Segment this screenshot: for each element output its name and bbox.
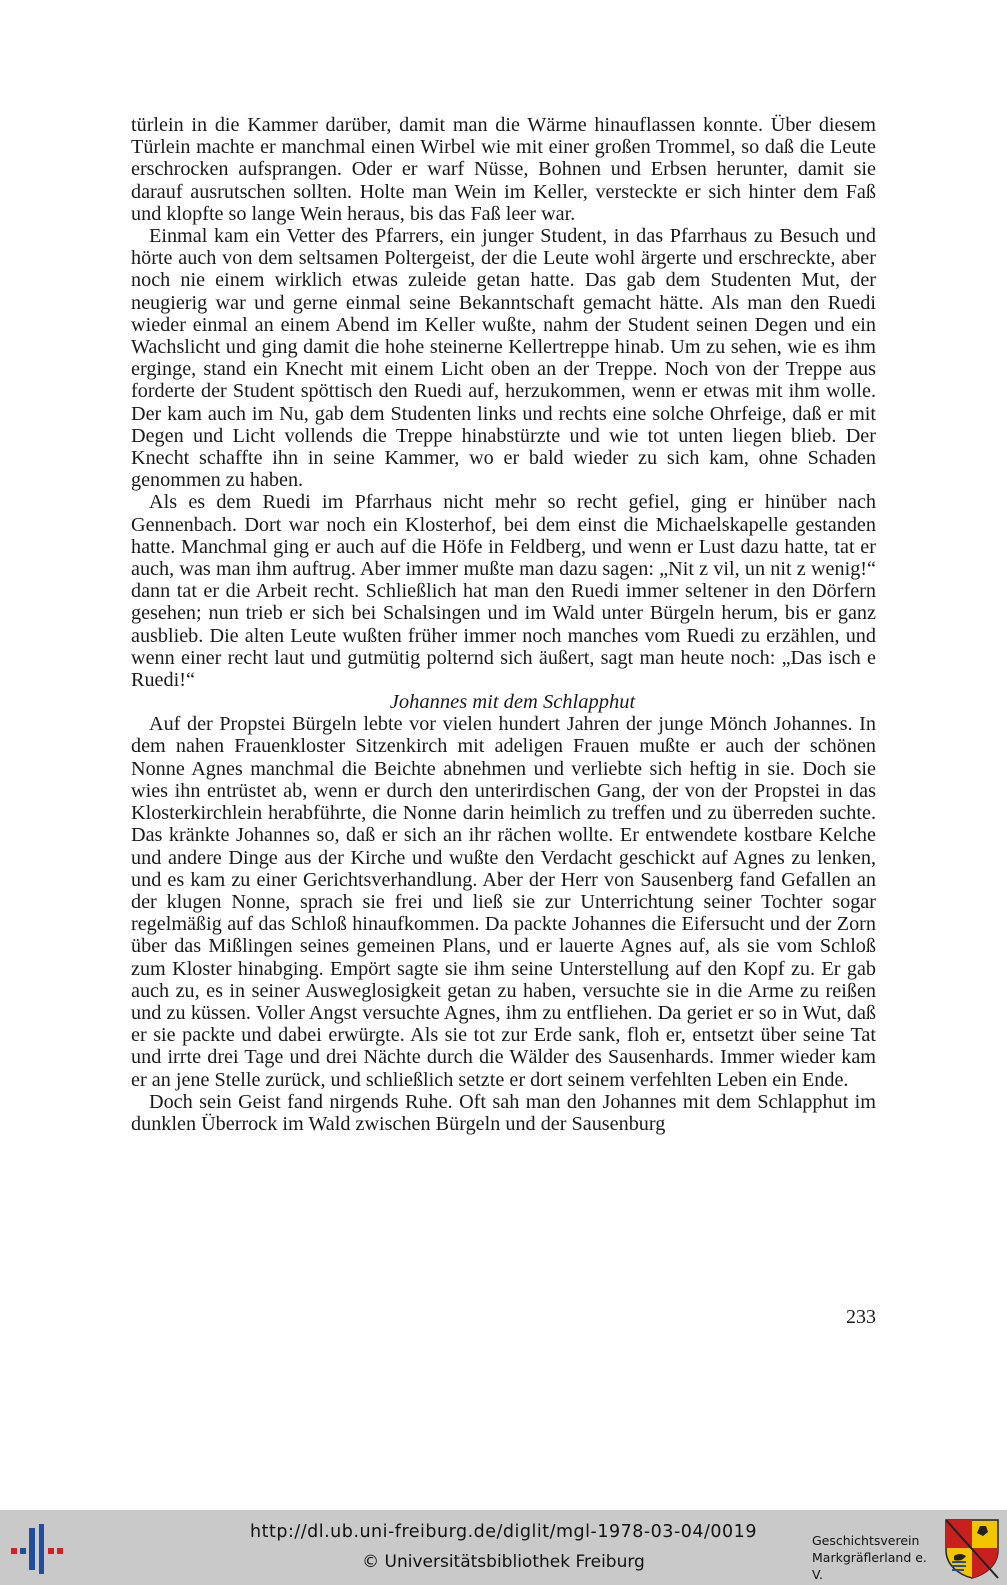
society-name[interactable] xyxy=(812,1532,932,1583)
paragraph: türlein in die Kammer darüber, damit man die Wärme hinauflassen konnte. Über diesem Türlein machte er manchmal einen Wirbel wie mit einer großen Trommel, so daß die Leute erschrocken aufsprangen. Oder er warf Nüsse, Bohnen und Erbsen herunter, damit sie darauf ausrutschen sollten. Holte man Wein im Keller, versteckte er sich hinter dem Faß und klopfte so lange Wein heraus, bis das Faß leer war. xyxy=(131,114,876,225)
paragraph: Als es dem Ruedi im Pfarrhaus nicht mehr so recht gefiel, ging er hinüber nach Gennenbach. Dort war noch ein Klosterhof, bei dem einst die Michaelskapelle gestanden hatte. Manchmal ging er auch auf die Höfe in Feldberg, und wenn er Lust dazu hatte, tat er auch, was man ihm auftrug. Aber immer mußte man dazu sagen: „Nit z vil, un nit z wenig!“ dann tat er die Arbeit recht. Schließlich hat man den Ruedi immer seltener in den Dörfern gesehen; nun trieb er sich bei Schalsingen und im Wald unter Bürgeln herum, bis er ganz ausblieb. Die alten Leute wußten früher immer noch manches vom Ruedi zu erzählen, und wenn einer recht laut und gutmütig polternd sich äußert, sagt man heute noch: „Das isch e Ruedi!“ xyxy=(131,491,876,692)
body-text xyxy=(131,114,876,1135)
chapter-title: Johannes mit dem Schlapphut xyxy=(389,691,636,714)
footer-bar xyxy=(0,1510,1007,1585)
permalink-url[interactable]: http://dl.ub.uni-freiburg.de/diglit/mgl-1978-03-04/0019 xyxy=(250,1522,757,1542)
society-line-1: Geschichtsverein xyxy=(812,1533,920,1548)
paragraph: Einmal kam ein Vetter des Pfarrers, ein junger Student, in das Pfarrhaus zu Besuch und hörte auch von dem seltsamen Poltergeist, der die Leute wohl ärgerte und erschreckte, aber noch nie einem wirklich etwas zuleide getan hatte. Das gab dem Studenten Mut, der neugierig war und gerne einmal seine Bekanntschaft gemacht hätte. Als man den Ruedi wieder einmal an einem Abend im Keller wußte, nahm der Student seinen Degen und ein Wachslicht und ging damit die hohe steinerne Kellertreppe hinab. Um zu sehen, wie es ihm erginge, stand ein Knecht mit einem Licht oben an der Treppe. Noch von der Treppe aus forderte der Student spöttisch den Ruedi auf, herzukommen, wenn er etwas mit ihm wolle. Der kam auch im Nu, gab dem Studenten links und rechts eine solche Ohrfeige, daß er mit Degen und Licht vollends die Treppe hinabstürzte und wie tot unten liegen blieb. Der Knecht schaffte ihn in seine Kammer, wo er bald wieder zu sich kam, ohne Schaden genommen zu haben. xyxy=(131,225,876,492)
coat-of-arms-icon[interactable] xyxy=(944,1518,1000,1580)
paragraph: Auf der Propstei Bürgeln lebte vor vielen hundert Jahren der junge Mönch Johannes. In dem nahen Frauenkloster Sitzenkirch mit adeligen Frauen mußte er auch der schönen Nonne Agnes manchmal die Beichte abnehmen und verliebte sich heftig in sie. Doch sie wies ihn entrüstet ab, wenn er durch den unterirdischen Gang, der von der Propstei in das Klosterkirchlein herabführte, die Nonne darin heimlich zu treffen und zu überreden suchte. Das kränkte Johannes so, daß er sich an ihr rächen wollte. Er entwendete kostbare Kelche und andere Dinge aus der Kirche und wußte den Verdacht geschickt auf Agnes zu lenken, und es kam zu einer Gerichtsverhandlung. Aber der Herr von Sausenberg fand Gefallen an der klugen Nonne, sprach sie frei und ließ sie zur Unterrichtung seiner Tochter sogar regelmäßig auf das Schloß hinaufkommen. Da packte Johannes die Eifersucht und der Zorn über das Mißlingen seines gemeinen Plans, und er lauerte Agnes auf, als sie vom Schloß zum Kloster hinabging. Empört sagte sie ihm seine Unterstellung auf den Kopf zu. Er gab auch zu, es in seiner Ausweglosigkeit getan zu haben, versuchte sie in die Arme zu reißen und zu küssen. Voller Angst versuchte Agnes, ihm zu entfliehen. Da geriet er so in Wut, daß er sie packte und dabei erwürgte. Als sie tot zur Erde sank, floh er, entsetzt über seine Tat und irrte drei Tage und drei Nächte durch die Wälder des Sausenhards. Immer wieder kam er an jene Stelle zurück, und schließlich setzte er dort seinem verfehlten Leben ein Ende. xyxy=(131,713,876,1091)
page-number: 233 xyxy=(846,1306,876,1328)
copyright-text: © Universitätsbibliothek Freiburg xyxy=(362,1552,645,1572)
society-line-2: Markgräflerland e. V. xyxy=(812,1550,927,1582)
paragraph: Doch sein Geist fand nirgends Ruhe. Oft sah man den Johannes mit dem Schlapphut im dunklen Überrock im Wald zwischen Bürgeln und der Sausenburg xyxy=(131,1090,876,1135)
